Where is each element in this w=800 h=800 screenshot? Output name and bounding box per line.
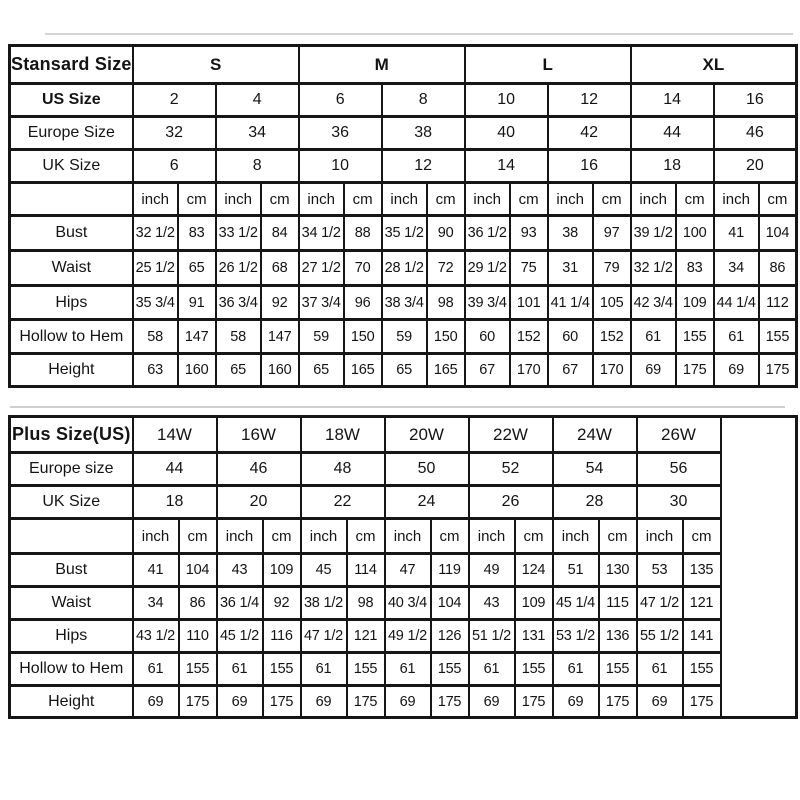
cell: 69 [301, 686, 347, 718]
cell: 16 [548, 150, 631, 183]
cell: 61 [217, 653, 263, 686]
cell: inch [465, 183, 510, 216]
cell: 30 [637, 486, 721, 519]
cell: 45 [301, 554, 347, 587]
cell: 61 [637, 653, 683, 686]
cell: 124 [515, 554, 553, 587]
cell: M [299, 46, 465, 84]
cell: 38 3/4 [382, 286, 427, 320]
cell: 46 [714, 117, 797, 150]
cell: 135 [683, 554, 721, 587]
row-label: Height [10, 686, 133, 718]
cell: inch [385, 519, 431, 554]
cell: 24 [385, 486, 469, 519]
cell: 33 1/2 [216, 216, 261, 251]
cell: inch [301, 519, 347, 554]
cell: inch [631, 183, 676, 216]
row-label: Stansard Size [10, 46, 133, 84]
row-label: UK Size [10, 150, 133, 183]
cell: 61 [133, 653, 179, 686]
cell: 67 [548, 354, 593, 387]
cell: 116 [263, 620, 301, 653]
cell: 54 [553, 453, 637, 486]
cell: 18W [301, 417, 385, 453]
row-label: Plus Size(US) [10, 417, 133, 453]
cell: 65 [299, 354, 344, 387]
cell: 8 [216, 150, 299, 183]
cell: 61 [553, 653, 599, 686]
row-label: Hollow to Hem [10, 320, 133, 354]
cell: 40 [465, 117, 548, 150]
plus-size-chart-row-hips [10, 620, 797, 653]
cell: 20W [385, 417, 469, 453]
cell: 126 [431, 620, 469, 653]
cell: 58 [133, 320, 178, 354]
cell: 40 3/4 [385, 587, 431, 620]
cell: 175 [431, 686, 469, 718]
cell: 63 [133, 354, 178, 387]
row-label: Hips [10, 286, 133, 320]
plus-size-chart-row-waist [10, 587, 797, 620]
cell: inch [553, 519, 599, 554]
cell: inch [216, 183, 261, 216]
cell: 84 [261, 216, 299, 251]
cell: 60 [465, 320, 510, 354]
cell: inch [299, 183, 344, 216]
cell: inch [382, 183, 427, 216]
cell: 49 [469, 554, 515, 587]
standard-size-chart-row-waist [10, 251, 797, 286]
standard-size-chart-row-units [10, 183, 797, 216]
cell: 38 [548, 216, 593, 251]
cell: 44 1/4 [714, 286, 759, 320]
cell: 16W [217, 417, 301, 453]
cell: 104 [431, 587, 469, 620]
cell: inch [469, 519, 515, 554]
cell: 20 [217, 486, 301, 519]
cell: inch [548, 183, 593, 216]
cell: 41 1/4 [548, 286, 593, 320]
cell: 65 [216, 354, 261, 387]
standard-size-chart-row-bust [10, 216, 797, 251]
cell: 141 [683, 620, 721, 653]
cell: 155 [263, 653, 301, 686]
cell: 93 [510, 216, 548, 251]
cell: 52 [469, 453, 553, 486]
cell: 155 [431, 653, 469, 686]
cell: 69 [714, 354, 759, 387]
cell: 32 [133, 117, 216, 150]
cell: inch [133, 519, 179, 554]
cell: cm [427, 183, 465, 216]
cell: 69 [469, 686, 515, 718]
plus-size-chart-row-bust [10, 554, 797, 587]
cell: 36 [299, 117, 382, 150]
cell: 170 [593, 354, 631, 387]
cell: 121 [683, 587, 721, 620]
cell: 59 [382, 320, 427, 354]
cell: 45 1/4 [553, 587, 599, 620]
cell: 155 [179, 653, 217, 686]
cell: 47 1/2 [637, 587, 683, 620]
cell: 97 [593, 216, 631, 251]
cell: 104 [759, 216, 797, 251]
cell: cm [676, 183, 714, 216]
cell: 22 [301, 486, 385, 519]
cell: 34 [714, 251, 759, 286]
cell: 53 1/2 [553, 620, 599, 653]
cell: 69 [217, 686, 263, 718]
cell: inch [133, 183, 178, 216]
cell: 25 1/2 [133, 251, 178, 286]
cell: 16 [714, 84, 797, 117]
plus-size-chart-section [8, 415, 798, 719]
cell: 75 [510, 251, 548, 286]
cell: XL [631, 46, 797, 84]
cell: 34 [216, 117, 299, 150]
cell: 14W [133, 417, 217, 453]
cell: 47 [385, 554, 431, 587]
cell: 160 [261, 354, 299, 387]
cell: 28 1/2 [382, 251, 427, 286]
standard-size-chart-row-hollow-to-hem [10, 320, 797, 354]
cell: 42 [548, 117, 631, 150]
cell: 119 [431, 554, 469, 587]
cell: 86 [179, 587, 217, 620]
cell: cm [683, 519, 721, 554]
cell: 91 [178, 286, 216, 320]
standard-size-chart-section [8, 44, 798, 388]
cell: 152 [510, 320, 548, 354]
row-label: Europe Size [10, 117, 133, 150]
cell: 39 3/4 [465, 286, 510, 320]
standard-size-chart-row-uk-size [10, 150, 797, 183]
cell: 165 [344, 354, 382, 387]
cell: 42 3/4 [631, 286, 676, 320]
cell: 61 [469, 653, 515, 686]
plus-size-chart-row-height [10, 686, 797, 718]
row-label: Bust [10, 216, 133, 251]
cell: 175 [599, 686, 637, 718]
cell: 110 [179, 620, 217, 653]
cell: 44 [133, 453, 217, 486]
cell: 34 [133, 587, 179, 620]
cell: 69 [637, 686, 683, 718]
cell: 69 [385, 686, 431, 718]
cell: 14 [631, 84, 714, 117]
cell: cm [263, 519, 301, 554]
standard-size-chart-row-europe-size [10, 117, 797, 150]
cell: 26 1/2 [216, 251, 261, 286]
cell: 65 [178, 251, 216, 286]
cell: 130 [599, 554, 637, 587]
cell: cm [431, 519, 469, 554]
cell: cm [759, 183, 797, 216]
cell: 101 [510, 286, 548, 320]
cell: 41 [714, 216, 759, 251]
cell: 155 [683, 653, 721, 686]
cell: 26W [637, 417, 721, 453]
cell: 61 [301, 653, 347, 686]
cell: 35 3/4 [133, 286, 178, 320]
cell: 86 [759, 251, 797, 286]
cell: inch [217, 519, 263, 554]
row-label [10, 519, 133, 554]
cell: 26 [469, 486, 553, 519]
cell: 69 [631, 354, 676, 387]
cell: 34 1/2 [299, 216, 344, 251]
cell: 35 1/2 [382, 216, 427, 251]
cell: 175 [759, 354, 797, 387]
cell: 47 1/2 [301, 620, 347, 653]
cell: 121 [347, 620, 385, 653]
row-label: Waist [10, 251, 133, 286]
empty-filler-cell [721, 417, 797, 718]
cell: cm [261, 183, 299, 216]
row-label: Hips [10, 620, 133, 653]
cell: 155 [347, 653, 385, 686]
cell: inch [714, 183, 759, 216]
cell: 43 [217, 554, 263, 587]
cell: 115 [599, 587, 637, 620]
cell: 105 [593, 286, 631, 320]
cell: 12 [382, 150, 465, 183]
cell: 60 [548, 320, 593, 354]
cell: 18 [631, 150, 714, 183]
cell: cm [178, 183, 216, 216]
standard-size-chart-row-stansard-size [10, 46, 797, 84]
cell: cm [515, 519, 553, 554]
cell: 68 [261, 251, 299, 286]
plus-size-chart-row-units [10, 519, 797, 554]
cell: 18 [133, 486, 217, 519]
cell: 98 [347, 587, 385, 620]
cell: 92 [261, 286, 299, 320]
cell: cm [344, 183, 382, 216]
cell: 112 [759, 286, 797, 320]
standard-size-chart-table [8, 44, 798, 388]
cell: 51 [553, 554, 599, 587]
cell: cm [599, 519, 637, 554]
cell: 50 [385, 453, 469, 486]
cell: 61 [385, 653, 431, 686]
cell: 98 [427, 286, 465, 320]
cell: 24W [553, 417, 637, 453]
cell: 31 [548, 251, 593, 286]
cell: 147 [178, 320, 216, 354]
cell: 32 1/2 [133, 216, 178, 251]
plus-size-chart-row-europe-size [10, 453, 797, 486]
standard-size-chart-row-height [10, 354, 797, 387]
cell: cm [347, 519, 385, 554]
cell: 6 [299, 84, 382, 117]
cell: cm [179, 519, 217, 554]
row-label: Height [10, 354, 133, 387]
row-label [10, 183, 133, 216]
cell: 83 [178, 216, 216, 251]
row-label: Bust [10, 554, 133, 587]
cell: L [465, 46, 631, 84]
cell: 36 1/4 [217, 587, 263, 620]
cell: 59 [299, 320, 344, 354]
cell: 136 [599, 620, 637, 653]
cell: 150 [344, 320, 382, 354]
cell: 12 [548, 84, 631, 117]
cell: 90 [427, 216, 465, 251]
cell: 10 [299, 150, 382, 183]
row-label: Hollow to Hem [10, 653, 133, 686]
cell: 114 [347, 554, 385, 587]
cell: 28 [553, 486, 637, 519]
cell: 44 [631, 117, 714, 150]
cell: 4 [216, 84, 299, 117]
cell: 175 [263, 686, 301, 718]
cell: 170 [510, 354, 548, 387]
cell: 83 [676, 251, 714, 286]
plus-size-chart-row-plus-size-us [10, 417, 797, 453]
cell: 72 [427, 251, 465, 286]
cell: 67 [465, 354, 510, 387]
cell: 175 [683, 686, 721, 718]
cell: 39 1/2 [631, 216, 676, 251]
cell: 32 1/2 [631, 251, 676, 286]
cell: 43 [469, 587, 515, 620]
scan-artifact-line [10, 406, 785, 408]
cell: 37 3/4 [299, 286, 344, 320]
row-label: Europe size [10, 453, 133, 486]
cell: 56 [637, 453, 721, 486]
cell: 152 [593, 320, 631, 354]
cell: 155 [515, 653, 553, 686]
plus-size-chart-table [8, 415, 798, 719]
cell: 155 [676, 320, 714, 354]
cell: 147 [261, 320, 299, 354]
cell: 104 [179, 554, 217, 587]
cell: 51 1/2 [469, 620, 515, 653]
cell: 155 [759, 320, 797, 354]
cell: 79 [593, 251, 631, 286]
cell: inch [637, 519, 683, 554]
cell: 45 1/2 [217, 620, 263, 653]
plus-size-chart-row-uk-size [10, 486, 797, 519]
cell: 109 [263, 554, 301, 587]
cell: 43 1/2 [133, 620, 179, 653]
cell: 22W [469, 417, 553, 453]
cell: 109 [676, 286, 714, 320]
cell: 65 [382, 354, 427, 387]
cell: 2 [133, 84, 216, 117]
cell: 175 [347, 686, 385, 718]
cell: 58 [216, 320, 261, 354]
cell: 41 [133, 554, 179, 587]
cell: 88 [344, 216, 382, 251]
cell: 46 [217, 453, 301, 486]
cell: 100 [676, 216, 714, 251]
cell: 155 [599, 653, 637, 686]
cell: 36 3/4 [216, 286, 261, 320]
row-label: Waist [10, 587, 133, 620]
cell: 49 1/2 [385, 620, 431, 653]
cell: 69 [133, 686, 179, 718]
cell: 20 [714, 150, 797, 183]
cell: 175 [515, 686, 553, 718]
cell: 165 [427, 354, 465, 387]
cell: 70 [344, 251, 382, 286]
cell: 160 [178, 354, 216, 387]
cell: 109 [515, 587, 553, 620]
cell: 150 [427, 320, 465, 354]
row-label: UK Size [10, 486, 133, 519]
cell: 10 [465, 84, 548, 117]
cell: 38 1/2 [301, 587, 347, 620]
standard-size-chart-row-hips [10, 286, 797, 320]
standard-size-chart-row-us-size [10, 84, 797, 117]
cell: 69 [553, 686, 599, 718]
cell: 53 [637, 554, 683, 587]
cell: 38 [382, 117, 465, 150]
scan-artifact-line [45, 33, 793, 35]
cell: 8 [382, 84, 465, 117]
cell: 175 [179, 686, 217, 718]
cell: 6 [133, 150, 216, 183]
cell: 131 [515, 620, 553, 653]
cell: 14 [465, 150, 548, 183]
cell: cm [593, 183, 631, 216]
plus-size-chart-row-hollow-to-hem [10, 653, 797, 686]
cell: 55 1/2 [637, 620, 683, 653]
row-label: US Size [10, 84, 133, 117]
cell: 175 [676, 354, 714, 387]
cell: 96 [344, 286, 382, 320]
cell: S [133, 46, 299, 84]
cell: 36 1/2 [465, 216, 510, 251]
cell: 92 [263, 587, 301, 620]
cell: 29 1/2 [465, 251, 510, 286]
cell: 48 [301, 453, 385, 486]
cell: 27 1/2 [299, 251, 344, 286]
cell: 61 [714, 320, 759, 354]
cell: cm [510, 183, 548, 216]
cell: 61 [631, 320, 676, 354]
